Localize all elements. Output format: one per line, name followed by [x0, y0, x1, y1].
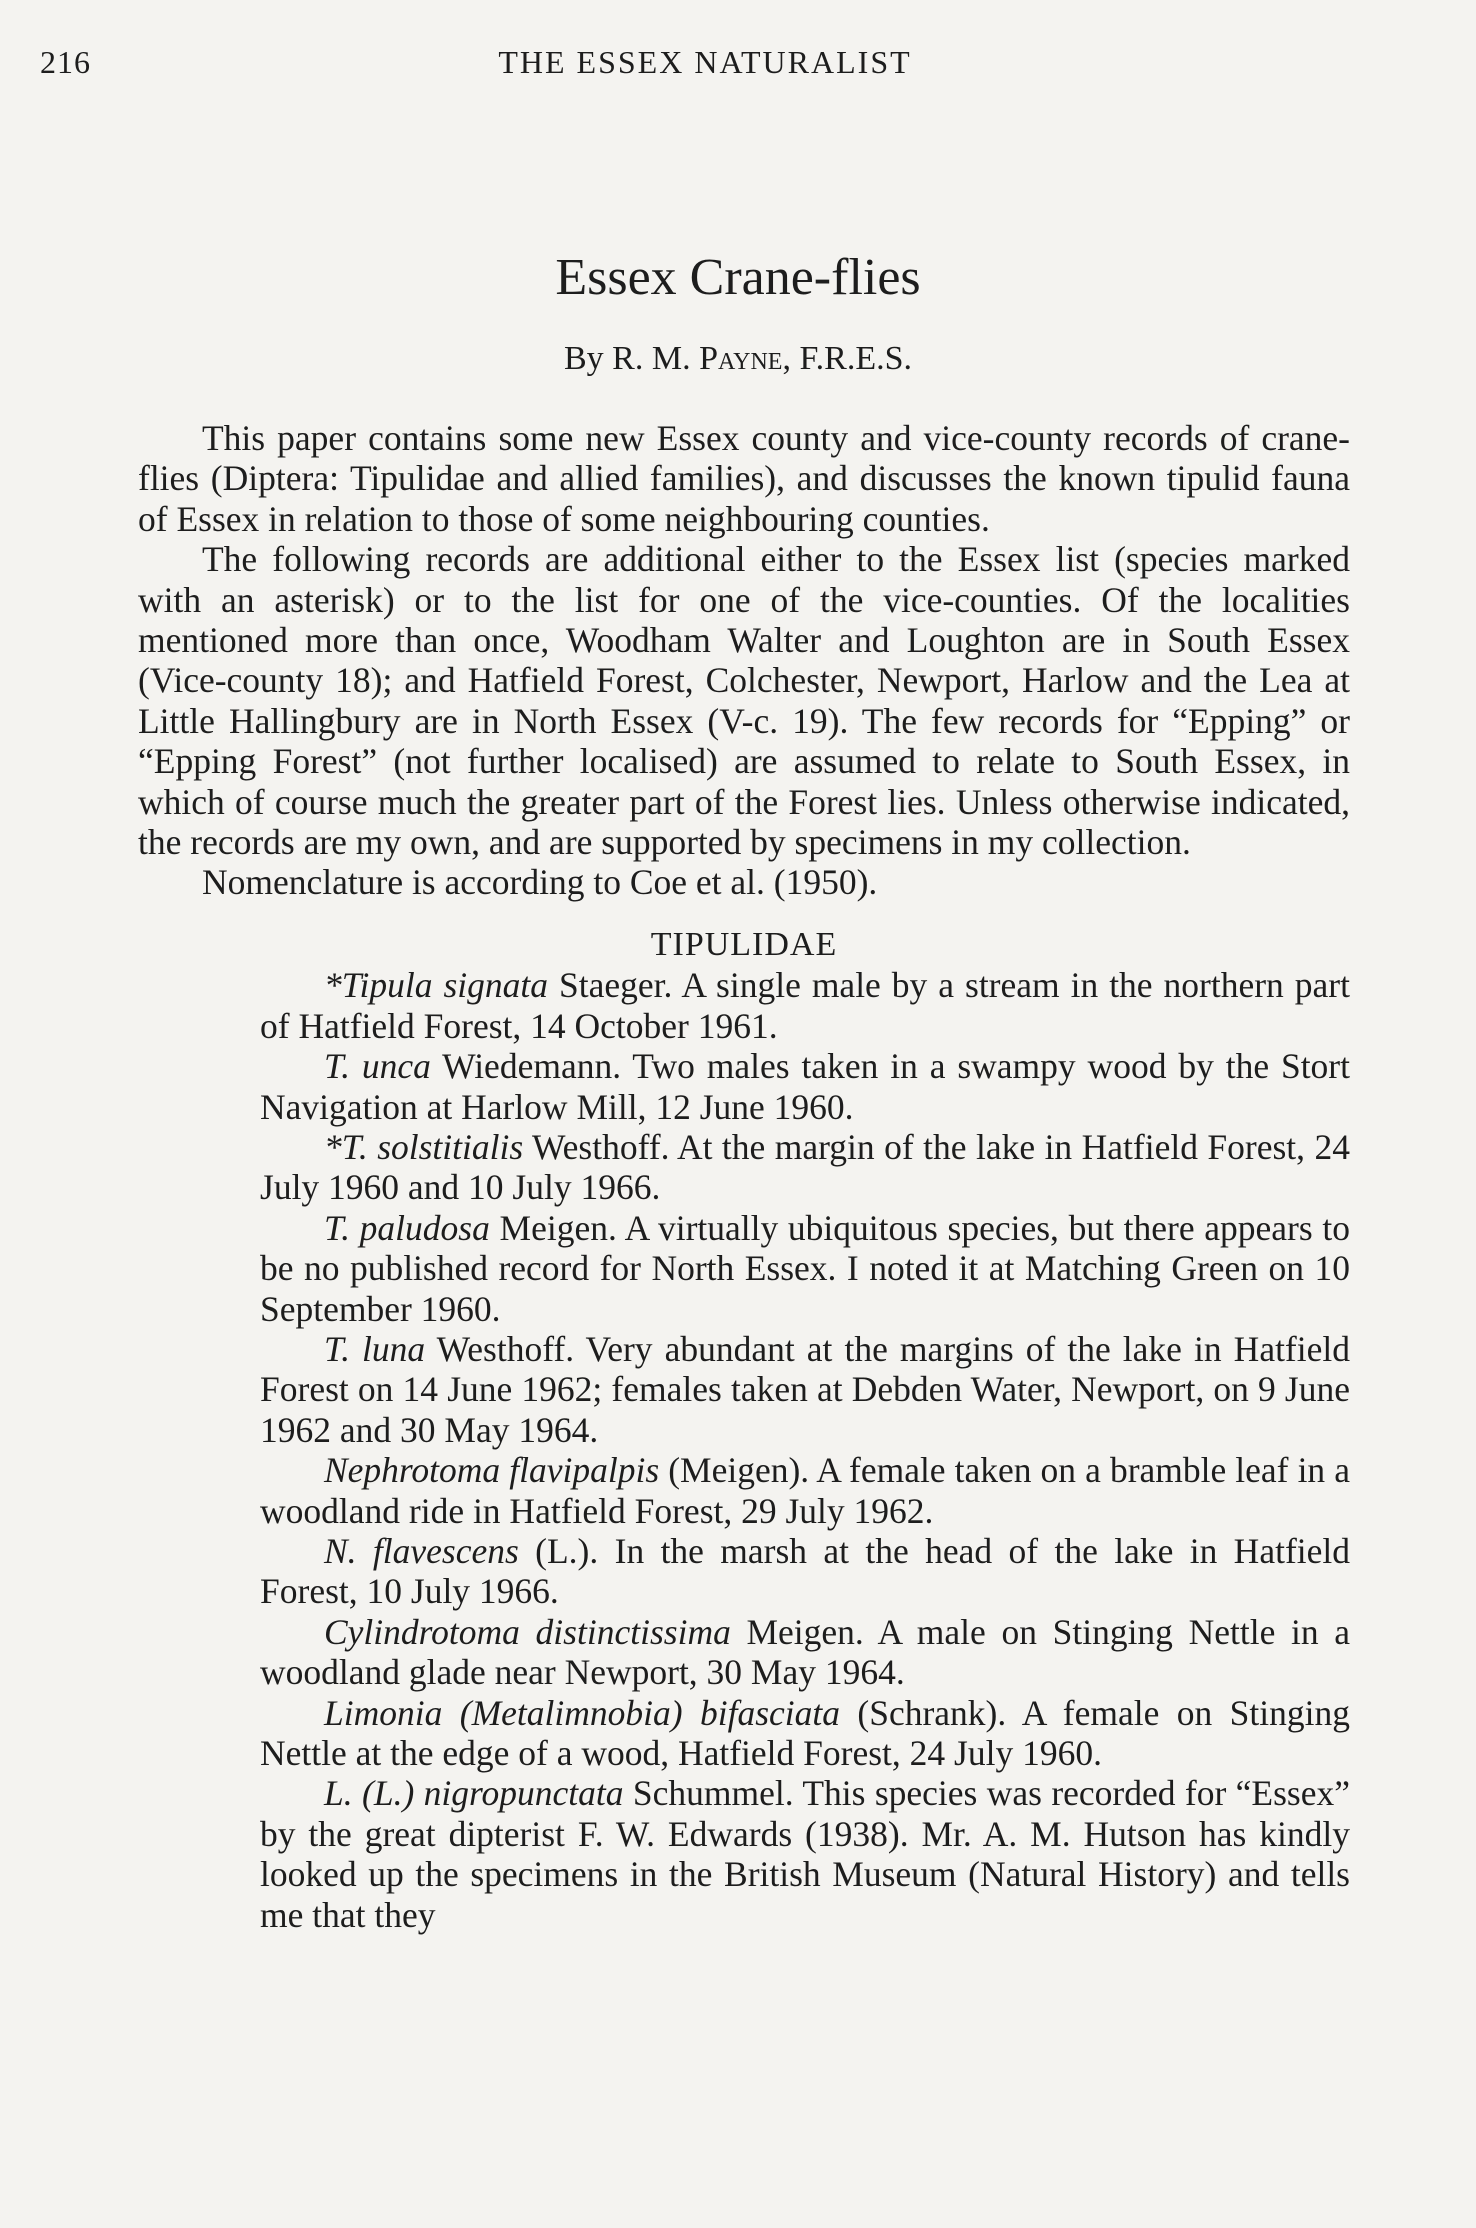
intro-paragraph: Nomenclature is according to Coe et al. (1950). [202, 862, 878, 903]
article-title: Essex Crane-flies [555, 249, 921, 306]
species-name: *T. solstitialis [324, 1126, 524, 1167]
species-note: Meigen. A male on Stinging Nettle in a woodland glade near Newport, 30 May 1964. [260, 1611, 1350, 1693]
species-note: Meigen. A virtually ubiquitous species, but there appears to be no published record for North Essex. I noted it at Matching Green on 10 September 1960. [260, 1207, 1350, 1329]
section-heading: TIPULIDAE [650, 925, 838, 963]
species-record [138, 1329, 1350, 1450]
species-name: T. unca [324, 1046, 431, 1087]
species-name: T. paludosa [324, 1207, 490, 1248]
species-note: (Meigen). A female taken on a bramble leaf in a woodland ride in Hatfield Forest, 29 July 1962. [260, 1450, 1350, 1531]
species-name: Cylindrotoma distinctissima [324, 1611, 731, 1652]
author-surname: Payne [699, 340, 783, 377]
species-record [138, 1612, 1350, 1693]
species-record [138, 1450, 1350, 1531]
page-number: 216 [40, 44, 91, 80]
species-note: Wiedemann. Two males taken in a swampy wood by the Stort Navigation at Harlow Mill, 12 June 1960. [260, 1046, 1350, 1127]
byline-suffix: , F.R.E.S. [782, 340, 912, 377]
species-note: (Schrank). A female on Stinging Nettle at the edge of a wood, Hatfield Forest, 24 July 1960. [260, 1692, 1350, 1773]
species-note: Westhoff. At the margin of the lake in Hatfield Forest, 24 July 1960 and 10 July 1966. [260, 1126, 1350, 1208]
species-note: Westhoff. Very abundant at the margins of the lake in Hatfield Forest on 14 June 1962; females taken at Debden Water, Newport, on 9 June 1962 and 30 May 1964. [260, 1328, 1350, 1450]
species-record [138, 1531, 1350, 1612]
species-record [138, 1127, 1350, 1208]
species-record [138, 965, 1350, 1046]
intro-paragraph: This paper contains some new Essex county and vice-county records of crane-flies (Diptera: Tipulidae and allied families), and discusses the known tipulid fauna of Essex in relation to those of some neighbouring counties. [138, 418, 1350, 539]
species-note: Staeger. A single male by a stream in the northern part of Hatfield Forest, 14 October 1961. [260, 965, 1350, 1046]
journal-title: THE ESSEX NATURALIST [498, 44, 912, 80]
species-record [138, 1208, 1350, 1329]
species-note: Schummel. This species was recorded for “Essex” by the great dipterist F. W. Edwards (1938). Mr. A. M. Hutson has kindly looked up the specimens in the British Museum (Natural History) and tells me that they [260, 1773, 1350, 1935]
species-record [138, 1773, 1350, 1935]
species-name: T. luna [324, 1328, 426, 1369]
byline-prefix: By R. M. [563, 340, 691, 377]
species-name: Nephrotoma flavipalpis [324, 1450, 660, 1491]
byline [0, 340, 1476, 378]
running-head [40, 44, 1370, 84]
article-body [138, 418, 1350, 1935]
species-note: (L.). In the marsh at the head of the lake in Hatfield Forest, 10 July 1966. [260, 1530, 1350, 1612]
species-name: Limonia (Metalimnobia) bifasciata [324, 1692, 840, 1733]
intro-paragraph: The following records are additional either to the Essex list (species marked with an asterisk) or to the list for one of the vice-counties. Of the localities mentioned more than once, Woodham Walter and Loughton are in South Essex (Vice-county 18); and Hatfield Forest, Colchester, Newport, Harlow and the Lea at Little Hallingbury are in North Essex (V-c. 19). The few records for “Epping” or “Epping Forest” (not further localised) are assumed to relate to South Essex, in which of course much the greater part of the Forest lies. Unless otherwise indicated, the records are my own, and are supported by specimens in my collection. [138, 539, 1350, 863]
species-name: L. (L.) nigropunctata [324, 1773, 624, 1814]
species-record [138, 1046, 1350, 1127]
species-record [138, 1693, 1350, 1774]
species-name: *Tipula signata [324, 965, 549, 1006]
species-name: N. flavescens [324, 1530, 519, 1571]
